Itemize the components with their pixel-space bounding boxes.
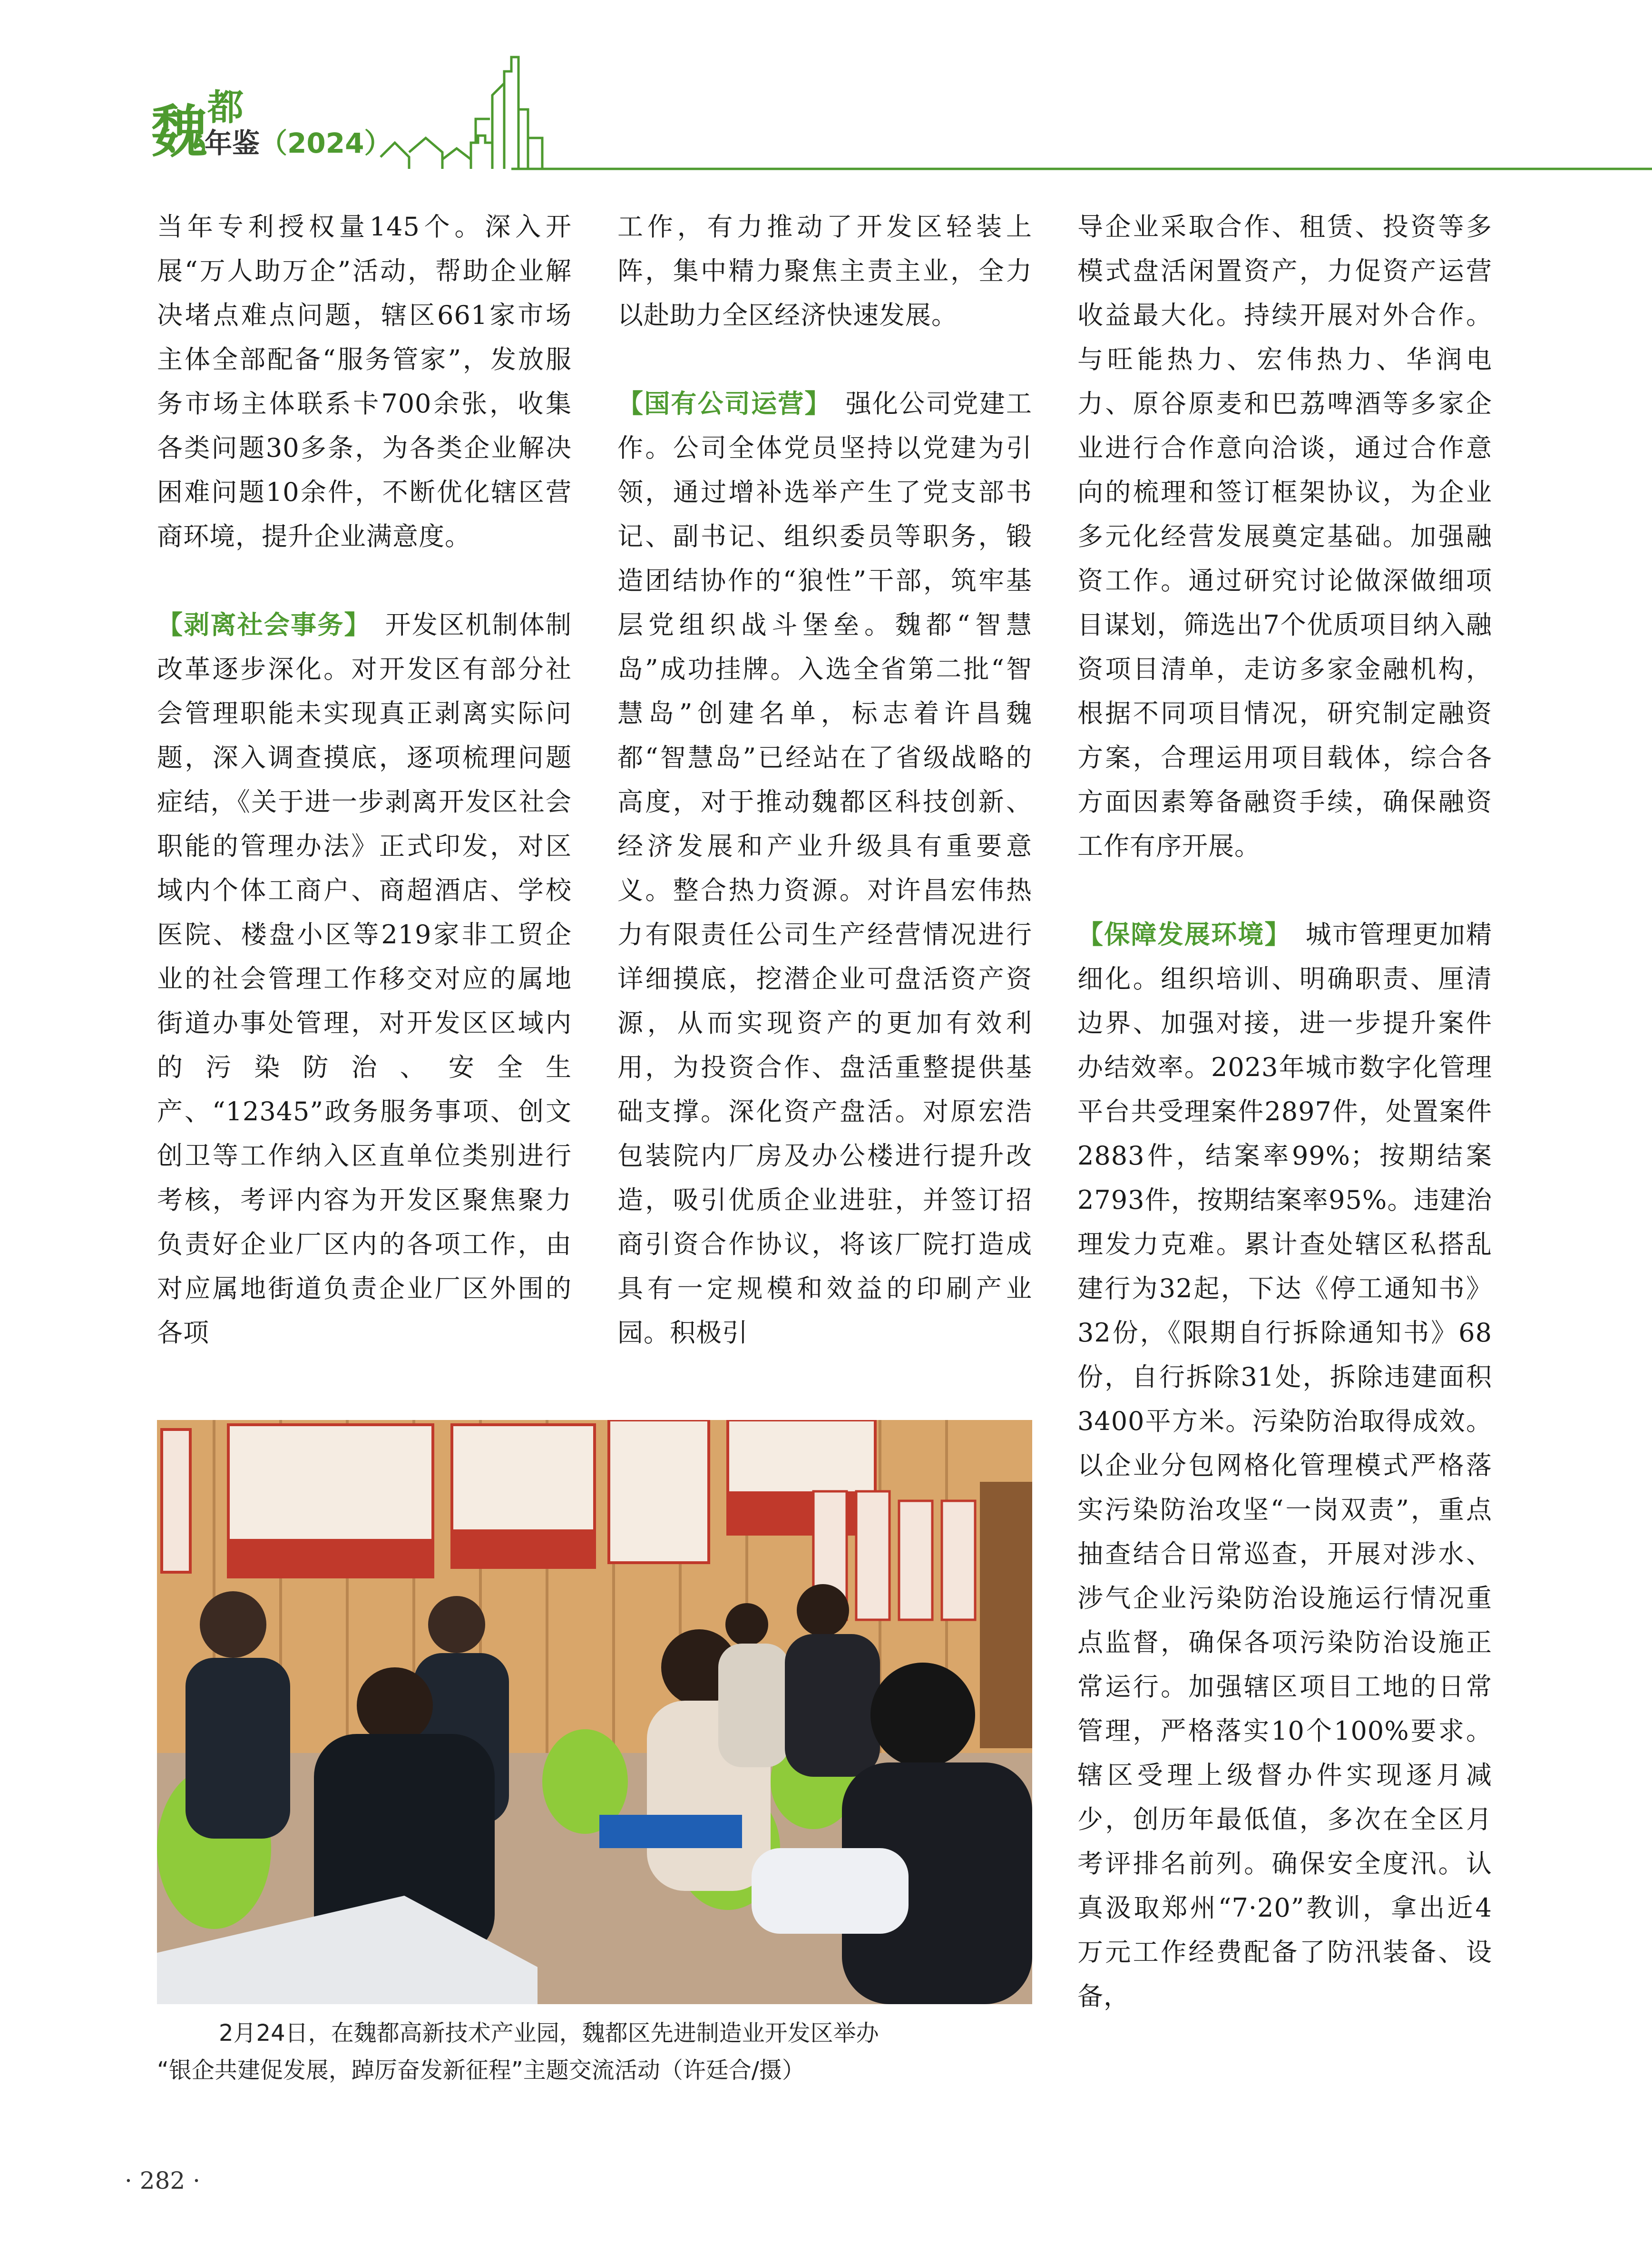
yearbook-label: 年鉴: [205, 127, 260, 159]
section-heading: 【保障发展环境】: [1077, 920, 1291, 950]
section-heading: 【国有公司运营】: [617, 389, 831, 419]
text-column-2: [617, 205, 1032, 1355]
caption-line-2: “银企共建促发展，踔厉奋发新征程”主题交流活动（许廷合/摄）: [157, 2057, 805, 2084]
caption-line-1: 2月24日，在魏都高新技术产业园，魏都区先进制造业开发区举办: [219, 2020, 879, 2046]
section-heading: 【剥离社会事务】: [157, 610, 371, 640]
paragraph: 导企业采取合作、租赁、投资等多模式盘活闲置资产，力促资产运营收益最大化。持续开展对外合作。与旺能热力、宏伟热力、华润电力、原谷原麦和巴荔啤酒等多家企业进行合作意向洽谈，通过合作意向的梳理和签订框架协议，为企业多元化经营发展奠定基础。加强融资工作。通过研究讨论做深做细项目谋划，筛选出7个优质项目纳入融资项目清单，走访多家金融机构，根据不同项目情况，研究制定融资方案，合理运用项目载体，综合各方面因素筹备融资手续，确保融资工作有序开展。: [1077, 212, 1492, 861]
paragraph-body: 强化公司党建工作。公司全体党员坚持以党建为引领，通过增补选举产生了党支部书记、副书记、组织委员等职务，锻造团结协作的“狼性”干部，筑牢基层党组织战斗堡垒。魏都“智慧岛”成功挂牌。入选全省第二批“智慧岛”创建名单，标志着许昌魏都“智慧岛”已经站在了省级战略的高度，对于推动魏都区科技创新、经济发展和产业升级具有重要意义。整合热力资源。对许昌宏伟热力有限责任公司生产经营情况进行详细摸底，挖潜企业可盘活资产资源，从而实现资产的更加有效利用，为投资合作、盘活重整提供基础支撑。深化资产盘活。对原宏浩包装院内厂房及办公楼进行提升改造，吸引优质企业进驻，并签订招商引资合作协议，将该厂院打造成具有一定规模和效益的印刷产业园。积极引: [617, 389, 1033, 1348]
page-number: · 282 ·: [125, 2167, 201, 2194]
paragraph: 工作，有力推动了开发区轻装上阵，集中精力聚焦主责主业，全力以赴助力全区经济快速发展。: [617, 212, 1032, 330]
page-header: [0, 0, 1652, 190]
paragraph-body: 城市管理更加精细化。组织培训、明确职责、厘清边界、加强对接，进一步提升案件办结效率。2023年城市数字化管理平台共受理案件2897件，处置案件2883件，结案率99%；按期结案2793件，按期结案率95%。违建治理发力克难。累计查处辖区私搭乱建行为32起，下达《停工通知书》32份，《限期自行拆除通知书》68份，自行拆除31处，拆除违建面积3400平方米。污染防治取得成效。以企业分包网格化管理模式严格落实污染防治攻坚“一岗双责”，重点抽查结合日常巡查，开展对涉水、涉气企业污染防治设施运行情况重点监督，确保各项污染防治设施正常运行。加强辖区项目工地的日常管理，严格落实10个100%要求。辖区受理上级督办件实现逐月减少，创历年最低值，多次在全区月考评排名前列。确保安全度汛。认真汲取郑州“7·20”教训，拿出近4万元工作经费配备了防汛装备、设备，: [1077, 920, 1493, 2011]
logo-character-du: 都: [207, 86, 244, 128]
meeting-photo-illustration: [157, 1420, 1032, 2004]
text-column-1: [157, 205, 572, 1355]
yearbook-year: （2024）: [260, 127, 392, 159]
paragraph-section: [1077, 912, 1492, 2018]
paragraph-section: [157, 603, 572, 1355]
photo-caption: [157, 2015, 1032, 2089]
paragraph-body: 开发区机制体制改革逐步深化。对开发区有部分社会管理职能未实现真正剥离实际问题，深入调查摸底，逐项梳理问题症结，《关于进一步剥离开发区社会职能的管理办法》正式印发，对区域内个体工商户、商超酒店、学校医院、楼盘小区等219家非工贸企业的社会管理工作移交对应的属地街道办事处管理，对开发区区域内的污染防治、安全生产、“12345”政务服务事项、创文创卫等工作纳入区直单位类别进行考核，考评内容为开发区聚焦聚力负责好企业厂区内的各项工作，由对应属地街道负责企业厂区外围的各项: [157, 610, 572, 1348]
meeting-photo: [157, 1420, 1032, 2004]
paragraph: 当年专利授权量145个。深入开展“万人助万企”活动，帮助企业解决堵点难点问题，辖区661家市场主体全部配备“服务管家”，发放服务市场主体联系卡700余张，收集各类问题30多条，为各类企业解决困难问题10余件，不断优化辖区营商环境，提升企业满意度。: [157, 212, 572, 551]
skyline-logo-graphic: [0, 0, 1652, 190]
paragraph-section: [617, 382, 1032, 1355]
text-column-3: [1077, 205, 1492, 2018]
yearbook-title: [205, 129, 391, 157]
logo-character-wei: 魏: [151, 99, 208, 165]
